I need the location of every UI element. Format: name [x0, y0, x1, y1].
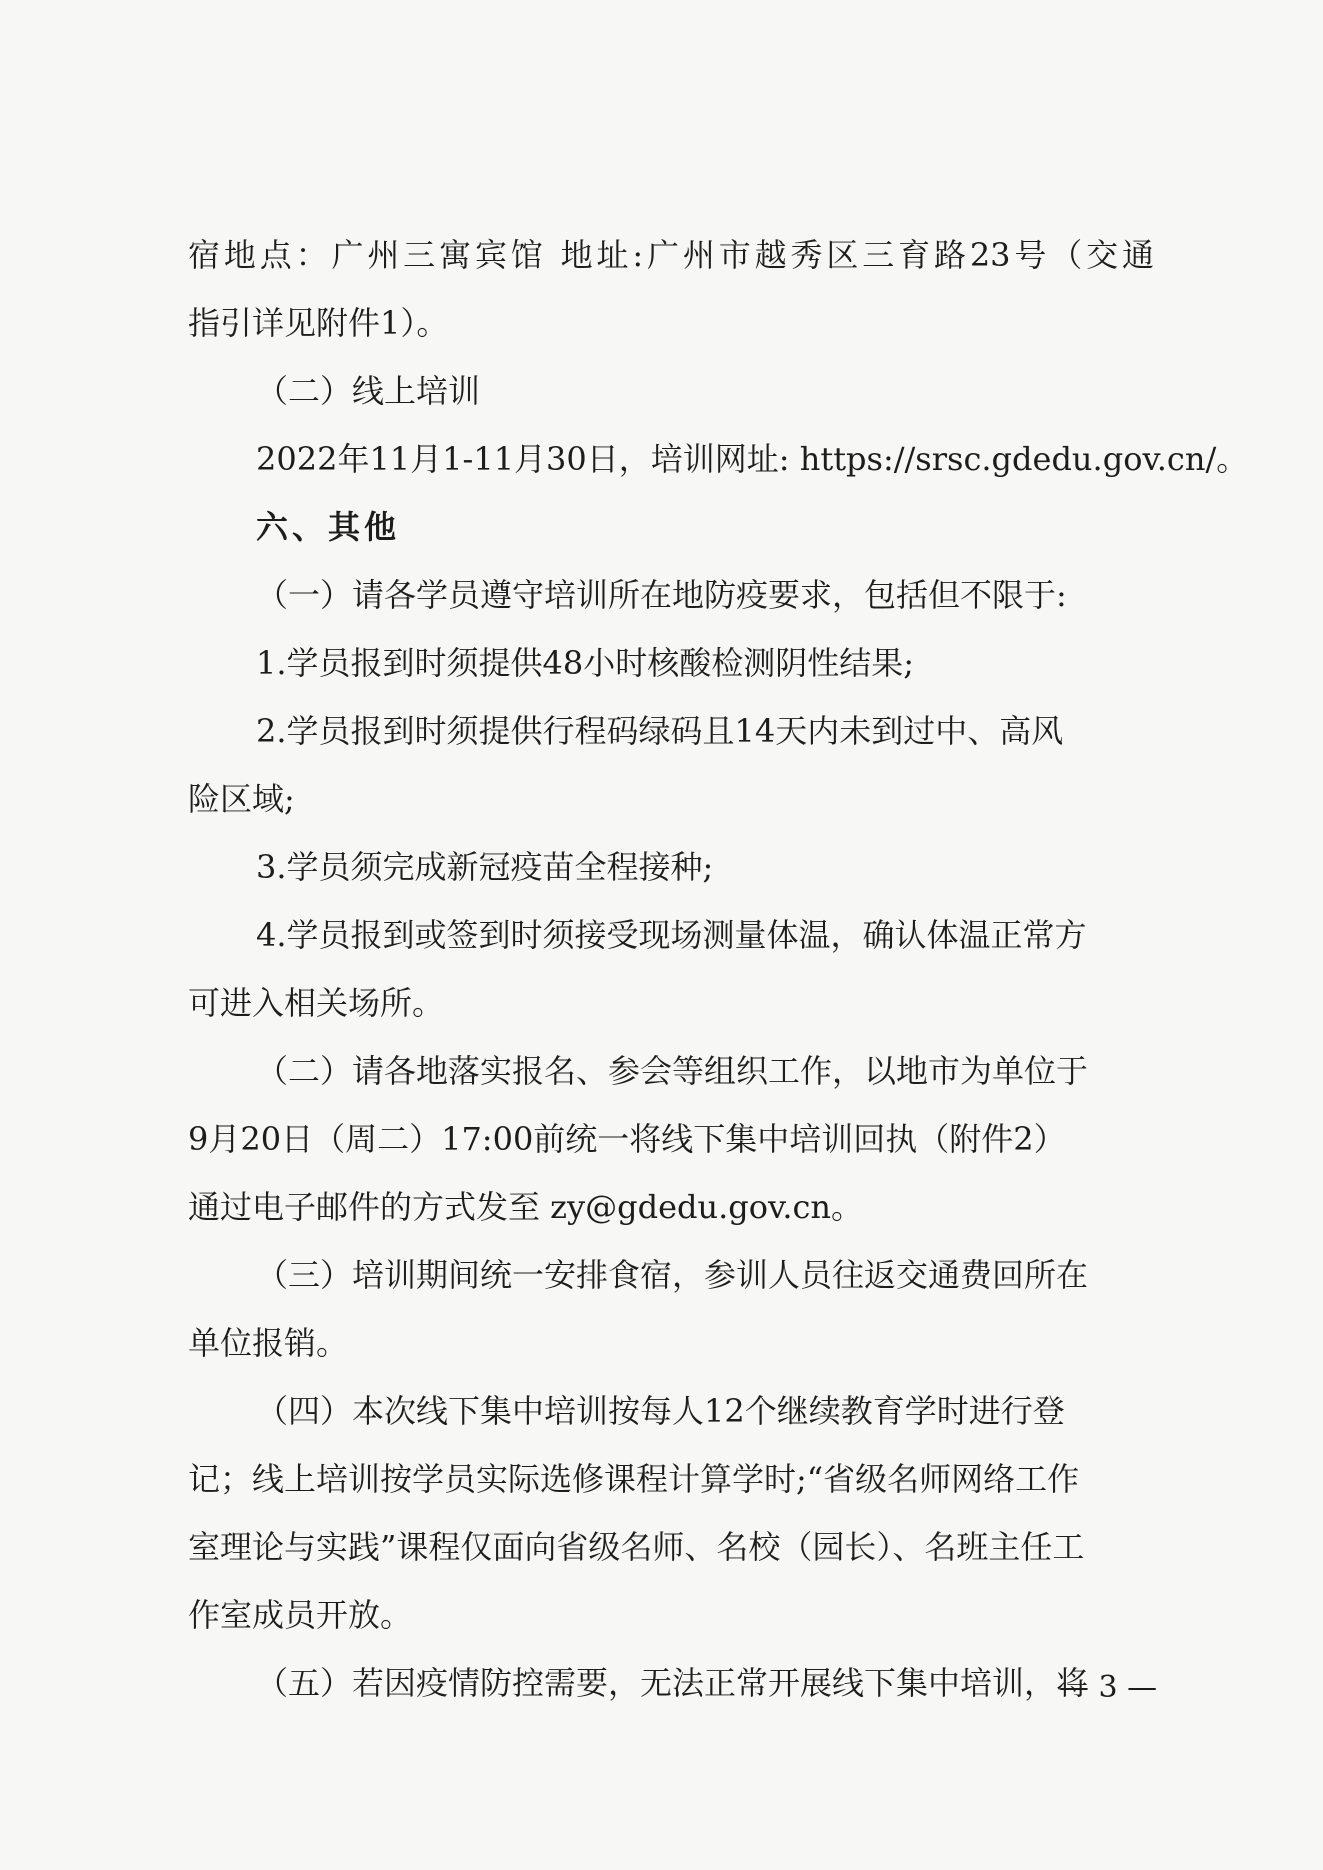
body-text-line: 作室成员开放。: [188, 1596, 413, 1634]
section-heading: 六、其他: [256, 508, 401, 546]
body-text-line: 单位报销。: [188, 1324, 349, 1362]
body-text-line: 室理论与实践”课程仅面向省级名师、名校（园长）、名班主任工: [188, 1528, 1085, 1566]
body-text-line: 记；线上培训按学员实际选修课程计算学时;“省级名师网络工作: [188, 1460, 1080, 1498]
body-text-line: 指引详见附件1）。: [188, 304, 449, 342]
section-subtitle: （二）线上培训: [256, 372, 481, 410]
body-text-line: （四）本次线下集中培训按每人12个继续教育学时进行登: [256, 1392, 1065, 1430]
body-text-line: 通过电子邮件的方式发至 zy@gdedu.gov.cn。: [188, 1188, 864, 1226]
body-text-line: （三）培训期间统一安排食宿，参训人员往返交通费回所在: [256, 1256, 1089, 1294]
list-item: 3.学员须完成新冠疫苗全程接种;: [256, 848, 714, 886]
page-number: — 3 —: [1058, 1670, 1158, 1705]
list-item: 1.学员报到时须提供48小时核酸检测阴性结果;: [256, 644, 915, 682]
list-item: 4.学员报到或签到时须接受现场测量体温，确认体温正常方: [256, 916, 1087, 954]
body-text-line: 宿地点：广州三寓宾馆 地址:广州市越秀区三育路23号（交通: [188, 236, 1154, 274]
list-item: 2.学员报到时须提供行程码绿码且14天内未到过中、高风: [256, 712, 1064, 750]
list-item-continuation: 可进入相关场所。: [188, 984, 445, 1022]
body-text-line: （二）请各地落实报名、参会等组织工作，以地市为单位于: [256, 1052, 1089, 1090]
list-item-continuation: 险区域;: [188, 780, 295, 818]
body-text-line: 9月20日（周二）17:00前统一将线下集中培训回执（附件2）: [188, 1120, 1066, 1158]
body-text-line: （五）若因疫情防控需要，无法正常开展线下集中培训，将: [256, 1664, 1089, 1702]
body-text-line: （一）请各学员遵守培训所在地防疫要求，包括但不限于:: [256, 576, 1067, 614]
body-text-line: 2022年11月1-11月30日，培训网址: https://srsc.gdedu.gov.cn/。: [256, 440, 1249, 478]
